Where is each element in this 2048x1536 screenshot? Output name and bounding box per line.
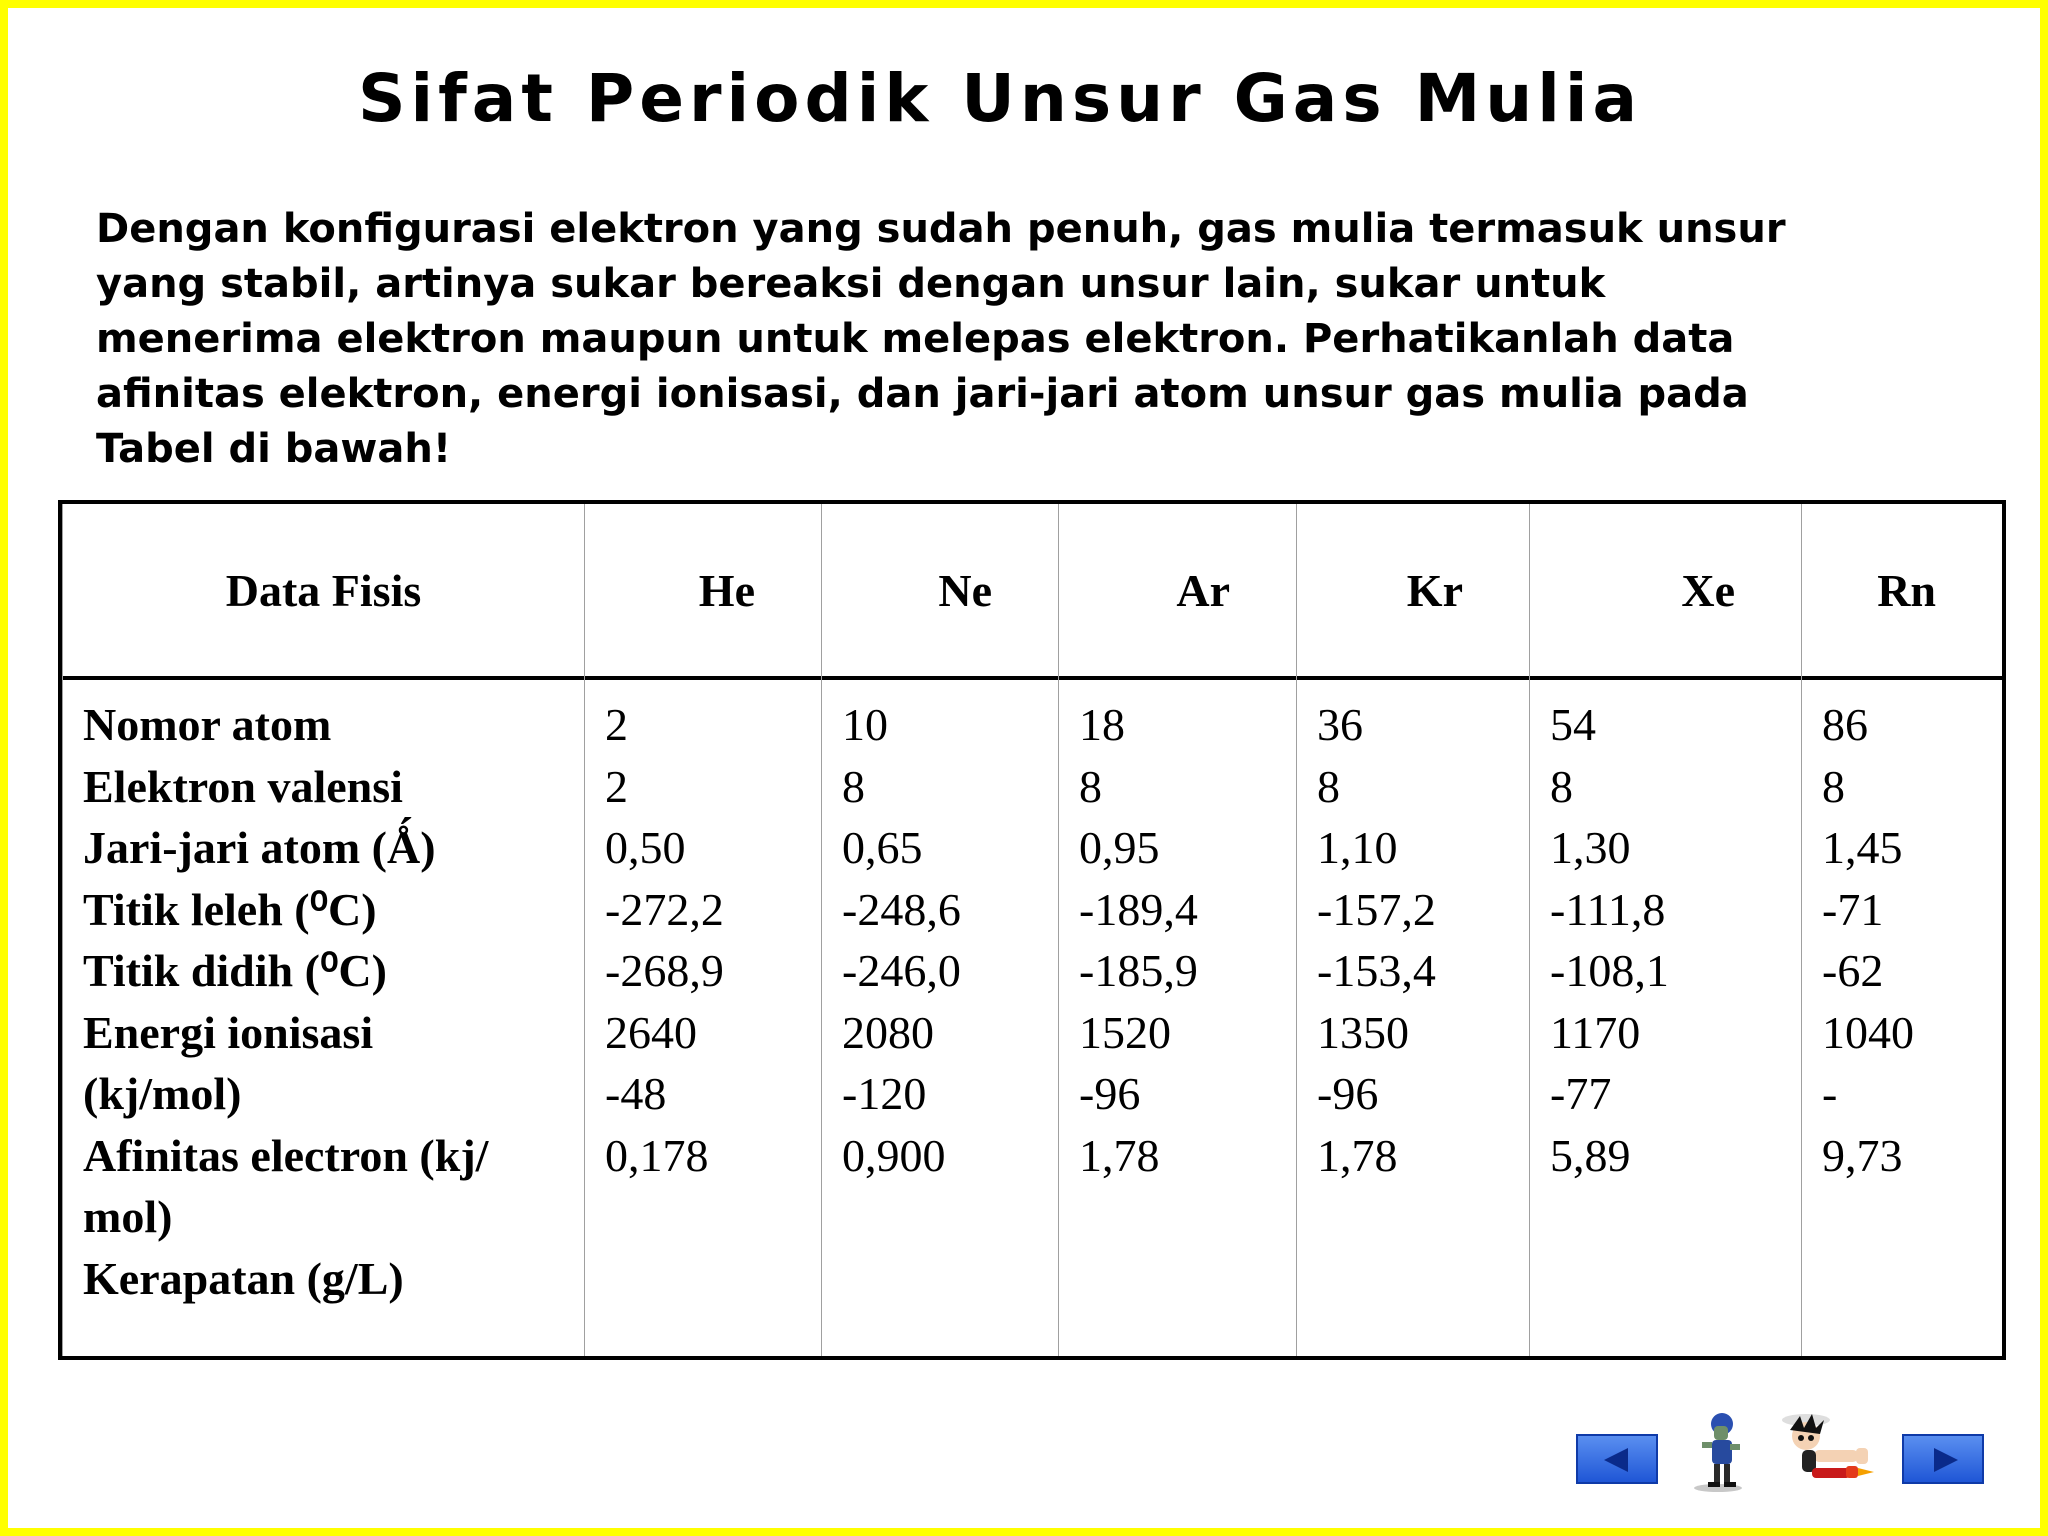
walking-figure-icon[interactable] — [1684, 1410, 1756, 1494]
table-header-data-fisis: Data Fisis — [225, 564, 422, 616]
previous-slide-button[interactable] — [1576, 1434, 1658, 1484]
table-header-ar: Ar — [1176, 564, 1230, 616]
table-cell: -48 — [605, 1068, 667, 1119]
table-column-labels — [62, 504, 584, 1356]
intro-line: Tabel di bawah! — [96, 426, 452, 472]
table-cell: -71 — [1822, 883, 1884, 935]
table-cell: 8 — [1822, 760, 1845, 812]
row-label: Elektron valensi — [83, 760, 403, 812]
table-cell: 1350 — [1317, 1006, 1409, 1058]
table-cell: 18 — [1079, 699, 1125, 750]
table-cell: -108,1 — [1550, 945, 1669, 996]
table-cell: 1,10 — [1317, 822, 1398, 873]
table-cell: 1,30 — [1550, 822, 1631, 873]
row-labels — [83, 694, 580, 1309]
table-cell: 0,900 — [842, 1129, 946, 1181]
left-triangle-icon — [1604, 1448, 1628, 1472]
intro-line: menerima elektron maupun untuk melepas elektron. Perhatikanlah data — [96, 316, 1735, 362]
table-column-rn — [1801, 504, 2002, 1356]
table-cell: -62 — [1822, 945, 1884, 996]
column-values — [605, 694, 817, 1186]
table-cell: 2640 — [605, 1006, 697, 1058]
table-cell: 0,178 — [605, 1129, 709, 1181]
column-values — [1550, 694, 1797, 1186]
next-slide-button[interactable] — [1902, 1434, 1984, 1484]
row-label: Nomor atom — [83, 699, 332, 750]
table-cell: 1520 — [1079, 1006, 1171, 1058]
table-cell: -96 — [1079, 1068, 1141, 1119]
intro-line: Dengan konfigurasi elektron yang sudah penuh, gas mulia termasuk unsur — [96, 206, 1786, 252]
right-triangle-icon — [1934, 1448, 1958, 1472]
row-label: Afinitas electron (kj/ — [83, 1129, 489, 1181]
table-cell: 9,73 — [1822, 1129, 1903, 1181]
row-label: Energi ionisasi — [83, 1006, 374, 1058]
table-cell: 2080 — [842, 1006, 934, 1058]
row-label: mol) — [83, 1191, 173, 1242]
table-cell: 2 — [605, 760, 628, 812]
table-header-kr: Kr — [1406, 564, 1463, 616]
table-column-ar — [1058, 504, 1296, 1356]
table-cell: 8 — [1550, 760, 1573, 812]
intro-paragraph — [96, 202, 1996, 477]
table-cell: 1,78 — [1079, 1129, 1160, 1181]
column-values — [842, 694, 1054, 1186]
column-values — [1822, 694, 1998, 1186]
table-cell: 86 — [1822, 699, 1868, 750]
table-cell: 8 — [1317, 760, 1340, 812]
row-label: Jari-jari atom (Ǻ) — [83, 822, 436, 873]
table-column-he — [584, 504, 821, 1356]
table-cell: -96 — [1317, 1068, 1379, 1119]
intro-line: yang stabil, artinya sukar bereaksi dengan unsur lain, sukar untuk — [96, 261, 1606, 307]
table-cell: 1040 — [1822, 1006, 1914, 1058]
table-cell: -185,9 — [1079, 945, 1198, 996]
table-cell: 36 — [1317, 699, 1363, 750]
row-label: (kj/mol) — [83, 1068, 242, 1119]
table-cell: -157,2 — [1317, 883, 1436, 935]
row-label: Kerapatan (g/L) — [83, 1252, 404, 1304]
table-header-he: He — [698, 564, 755, 616]
table-column-kr — [1296, 504, 1529, 1356]
table-cell: 8 — [1079, 760, 1102, 812]
table-cell: 1,45 — [1822, 822, 1903, 873]
table-header-rn: Rn — [1877, 564, 1936, 616]
table-cell: 1170 — [1550, 1006, 1641, 1058]
table-cell: 5,89 — [1550, 1129, 1631, 1181]
row-label: Titik didih (⁰C) — [83, 945, 387, 996]
table-cell: -120 — [842, 1068, 927, 1119]
table-column-xe — [1529, 504, 1801, 1356]
table-cell: -153,4 — [1317, 945, 1436, 996]
table-cell: - — [1822, 1068, 1838, 1119]
table-column-ne — [821, 504, 1058, 1356]
column-values — [1079, 694, 1292, 1186]
table-cell: -246,0 — [842, 945, 961, 996]
table-cell: 0,65 — [842, 822, 923, 873]
table-cell: 10 — [842, 699, 888, 750]
table-header-ne: Ne — [938, 564, 992, 616]
table-cell: -189,4 — [1079, 883, 1198, 935]
intro-line: afinitas elektron, energi ionisasi, dan jari-jari atom unsur gas mulia pada — [96, 371, 1749, 417]
table-cell: 2 — [605, 699, 628, 750]
table-cell: -111,8 — [1550, 883, 1666, 935]
page-title: Sifat Periodik Unsur Gas Mulia — [357, 60, 1643, 137]
flying-robot-icon[interactable] — [1776, 1410, 1880, 1494]
table-cell: 0,50 — [605, 822, 686, 873]
column-values — [1317, 694, 1525, 1186]
table-cell: 0,95 — [1079, 822, 1160, 873]
row-label: Titik leleh (⁰C) — [83, 883, 377, 935]
table-header-xe: Xe — [1681, 564, 1735, 616]
table-cell: 8 — [842, 760, 865, 812]
table-cell: -77 — [1550, 1068, 1612, 1119]
table-cell: -268,9 — [605, 945, 724, 996]
table-cell: 1,78 — [1317, 1129, 1398, 1181]
data-table — [58, 500, 2006, 1360]
table-cell: 54 — [1550, 699, 1596, 750]
table-cell: -248,6 — [842, 883, 961, 935]
table-cell: -272,2 — [605, 883, 724, 935]
